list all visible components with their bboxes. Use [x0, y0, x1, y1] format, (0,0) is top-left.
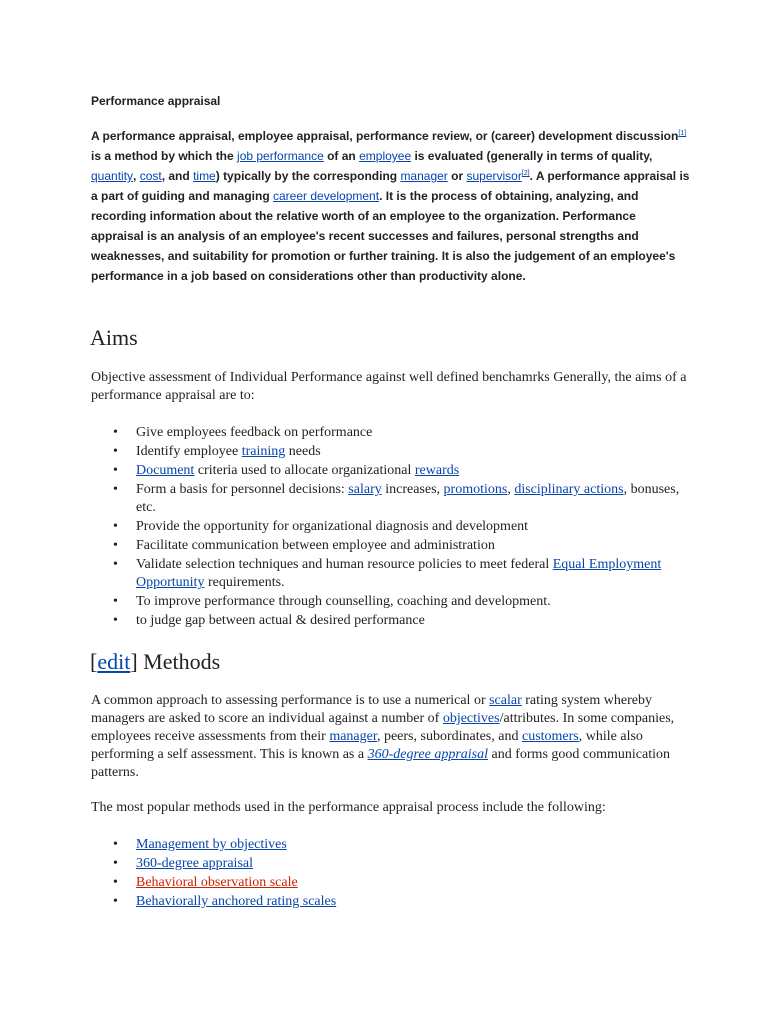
list-item: [91, 855, 691, 873]
section-heading-methods: [90, 649, 220, 675]
job-performance-link[interactable]: job performance: [237, 149, 324, 163]
page-title: Performance appraisal: [91, 94, 221, 108]
time-link[interactable]: time: [193, 169, 216, 183]
bracket-open: [: [90, 649, 98, 674]
intro-text: ,: [133, 169, 140, 183]
equal-employment-opportunity-link[interactable]: Equal Employment Opportunity: [136, 557, 662, 590]
list-item: [91, 893, 691, 911]
promotions-link[interactable]: promotions: [443, 482, 508, 497]
intro-text: is a method by which the: [91, 149, 238, 163]
salary-link[interactable]: salary: [348, 482, 382, 497]
list-item: [91, 836, 691, 854]
aims-list: [91, 424, 691, 631]
behavioral-observation-scale-link[interactable]: Behavioral observation scale: [136, 875, 298, 890]
methods-list: [91, 836, 691, 912]
intro-text: or: [447, 169, 467, 183]
list-item: • to judge gap between actual & desired performance: [91, 612, 691, 630]
reference-link[interactable]: [1]: [678, 130, 687, 137]
section-heading-aims: Aims: [90, 325, 138, 350]
intro-text: A performance appraisal, employee appraisal, performance review, or (career) development discussion: [91, 129, 679, 143]
intro-paragraph: [91, 126, 691, 286]
rewards-link[interactable]: rewards: [414, 463, 460, 478]
bracket-close: ]: [130, 649, 138, 674]
training-link[interactable]: training: [241, 444, 286, 459]
list-item: • Validate selection techniques and human resource policies to meet federal Equal Employment Opportunity requirements.: [91, 556, 691, 592]
list-item: • Facilitate communication between employee and administration: [91, 537, 691, 555]
document-link[interactable]: Document: [136, 463, 195, 478]
list-item: [91, 874, 691, 892]
list-item: • Form a basis for personnel decisions: salary increases, promotions, disciplinary actions, bonuses, etc.: [91, 481, 691, 517]
quantity-link[interactable]: quantity: [91, 169, 134, 183]
behaviorally-anchored-rating-scales-link[interactable]: Behaviorally anchored rating scales: [136, 894, 337, 909]
employee-link[interactable]: employee: [359, 149, 412, 163]
list-item: • Document criteria used to allocate organizational rewards: [91, 462, 691, 480]
intro-text: , and: [161, 169, 194, 183]
manager-link[interactable]: manager: [329, 729, 377, 744]
360-degree-appraisal-link[interactable]: 360-degree appraisal: [136, 856, 253, 871]
disciplinary-actions-link[interactable]: disciplinary actions: [514, 482, 624, 497]
supervisor-link[interactable]: supervisor: [466, 169, 522, 183]
list-item: • To improve performance through counselling, coaching and development.: [91, 593, 691, 611]
list-item: • Give employees feedback on performance: [91, 424, 691, 442]
edit-link[interactable]: edit: [97, 649, 131, 674]
intro-text: . A performance appraisal is a part of guiding and managing: [91, 169, 690, 203]
objectives-link[interactable]: objectives: [442, 711, 500, 726]
360-degree-appraisal-link[interactable]: 360-degree appraisal: [367, 747, 489, 762]
reference-link[interactable]: [2]: [521, 170, 530, 177]
intro-text: is evaluated (generally in terms of quality,: [411, 149, 653, 163]
cost-link[interactable]: cost: [139, 169, 162, 183]
methods-paragraph-2: The most popular methods used in the performance appraisal process include the following:: [91, 800, 606, 815]
intro-text: . It is the process of obtaining, analyzing, and recording information about the relative worth of an employee to the organization. Performance appraisal is an analysis of an employee's recent successes and failures, personal strengths and weaknesses, and suitability for promotion or further training. It is also the judgement of an employee's performance in a job based on considerations other than productivity alone.: [91, 189, 676, 283]
management-by-objectives-link[interactable]: Management by objectives: [136, 837, 287, 852]
manager-link[interactable]: manager: [400, 169, 448, 183]
list-item: • Provide the opportunity for organizational diagnosis and development: [91, 518, 691, 536]
customers-link[interactable]: customers: [521, 729, 579, 744]
intro-text: ) typically by the corresponding: [215, 169, 401, 183]
list-item: • Identify employee training needs: [91, 443, 691, 461]
methods-paragraph: A common approach to assessing performance is to use a numerical or scalar rating system whereby managers are asked to score an individual against a number of objectives/attributes. In some companies, employees receive assessments from their manager, peers, subordinates, and customers, while also performing a self assessment. This is known as a 360-degree appraisal and forms good communication patterns.: [91, 693, 675, 780]
methods-heading-text: Methods: [137, 649, 221, 674]
aims-paragraph: Objective assessment of Individual Performance against well defined benchamrks Generally, the aims of a performance appraisal are to:: [91, 370, 687, 403]
intro-text: of an: [323, 149, 360, 163]
scalar-link[interactable]: scalar: [489, 693, 522, 708]
career-development-link[interactable]: career development: [273, 189, 380, 203]
